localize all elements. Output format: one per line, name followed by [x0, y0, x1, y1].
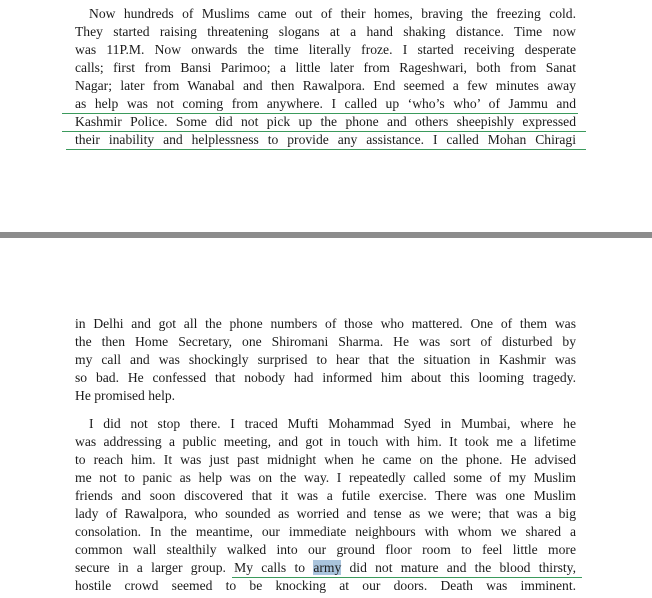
bottom-paragraph-1 [75, 315, 576, 405]
text-line: my call and was shockingly surprised to hear that the situation in Kashmir was [75, 352, 576, 367]
bottom-page-text [75, 315, 576, 595]
line-segment: did not mature and the blood thirsty, [341, 560, 576, 575]
page-divider [0, 232, 652, 238]
text-line: in Delhi and got all the phone numbers of those who mattered. One of them was [75, 316, 576, 331]
highlighted-word: army [313, 560, 342, 575]
text-line: They started raising threatening slogans at a hand shaking distance. Time now [75, 24, 576, 39]
text-line: was 11P.M. Now onwards the time literally froze. I started receiving desperate [75, 42, 576, 57]
line-segment: secure in a larger group. [75, 560, 235, 575]
bottom-paragraph-2 [75, 415, 576, 595]
underline-annotation [232, 577, 582, 578]
text-line: Kashmir Police. Some did not pick up the phone and others sheepishly expressed [75, 114, 576, 129]
text-line: consolation. In the meantime, our immediate neighbours with whom we shared a [75, 524, 576, 539]
text-line: to reach him. It was just past midnight when he came on the phone. He advised [75, 452, 576, 467]
text-line: me not to panic as help was on the way. I repeatedly called some of my Muslim [75, 470, 576, 485]
text-line: hostile crowd seemed to be knocking at our doors. Death was imminent. [75, 578, 576, 593]
text-line: friends and soon discovered that it was a futile exercise. There was one Muslim [75, 488, 576, 503]
text-line: Now hundreds of Muslims came out of their homes, braving the freezing cold. [89, 6, 576, 21]
text-line: lady of Rawalpora, who sounded as worried and tense as we were; that was a big [75, 506, 576, 521]
text-line: was addressing a public meeting, and got in touch with him. It took me a lifetime [75, 434, 576, 449]
text-line: Nagar; later from Wanabal and then Rawalpora. End seemed a few minutes away [75, 78, 576, 93]
top-paragraph [75, 5, 576, 149]
underline-annotation [62, 131, 586, 132]
text-line: the then Home Secretary, one Shiromani Sharma. He was sort of disturbed by [75, 334, 576, 349]
text-line: calls; first from Bansi Parimoo; a little later from Rageshwari, both from Sanat [75, 60, 576, 75]
text-line: He promised help. [75, 388, 176, 403]
text-line: common wall stealthily walked into our ground floor room to feel little more [75, 542, 576, 557]
top-page-text [75, 5, 576, 149]
underline-annotation [62, 113, 578, 114]
text-line: as help was not coming from anywhere. I called up ‘who’s who’ of Jammu and [75, 96, 576, 111]
text-line-with-highlight [75, 559, 576, 577]
text-line: their inability and helplessness to provide any assistance. I called Mohan Chiragi [75, 132, 576, 147]
underline-annotation [66, 149, 586, 150]
text-line: so bad. He confessed that nobody had informed him about this looming tragedy. [75, 370, 576, 385]
line-segment: My calls to [234, 560, 314, 575]
text-line: I did not stop there. I traced Mufti Mohammad Syed in Mumbai, where he [89, 416, 576, 431]
